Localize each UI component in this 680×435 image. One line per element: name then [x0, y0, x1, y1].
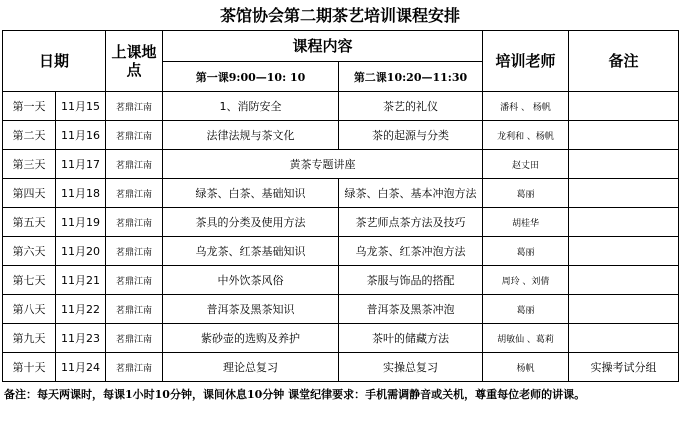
session2-cell: 普洱茶及黑茶冲泡 — [339, 295, 483, 324]
day-cell: 第一天 — [3, 92, 56, 121]
footer-note: 备注：每天两课时，每课1小时10分钟，课间休息10分钟 课堂纪律要求：手机需调静音或关机，尊重每位老师的讲课。 — [4, 388, 586, 401]
table-row — [3, 208, 679, 237]
remark-cell — [569, 92, 679, 121]
header-session1: 第一课9:00—10: 10 — [163, 62, 339, 92]
table-row — [3, 237, 679, 266]
teacher-cell: 葛丽 — [483, 237, 569, 266]
table-row — [3, 121, 679, 150]
session2-cell: 茶叶的储藏方法 — [339, 324, 483, 353]
remark-cell: 实操考试分组 — [569, 353, 679, 382]
combined-session-cell: 黄茶专题讲座 — [163, 150, 483, 179]
header-content: 课程内容 — [163, 31, 483, 62]
day-cell: 第十天 — [3, 353, 56, 382]
session1-cell: 紫砂壶的选购及养护 — [163, 324, 339, 353]
schedule-table — [2, 30, 679, 382]
date-cell: 11月15 — [56, 92, 106, 121]
location-cell: 茗鼎江南 — [106, 208, 163, 237]
remark-cell — [569, 295, 679, 324]
teacher-cell: 胡敏仙 、葛莉 — [483, 324, 569, 353]
date-cell: 11月17 — [56, 150, 106, 179]
session2-cell: 茶的起源与分类 — [339, 121, 483, 150]
location-cell: 茗鼎江南 — [106, 121, 163, 150]
teacher-cell: 周玲 、刘倩 — [483, 266, 569, 295]
session1-cell: 乌龙茶、红茶基础知识 — [163, 237, 339, 266]
location-cell: 茗鼎江南 — [106, 92, 163, 121]
session2-cell: 乌龙茶、红茶冲泡方法 — [339, 237, 483, 266]
remark-cell — [569, 179, 679, 208]
date-cell: 11月19 — [56, 208, 106, 237]
day-cell: 第五天 — [3, 208, 56, 237]
remark-cell — [569, 208, 679, 237]
teacher-cell: 葛丽 — [483, 179, 569, 208]
date-cell: 11月23 — [56, 324, 106, 353]
page-title: 茶馆协会第二期茶艺培训课程安排 — [219, 6, 460, 25]
date-cell: 11月24 — [56, 353, 106, 382]
header-location: 上课地点 — [106, 31, 163, 92]
header-teacher: 培训老师 — [483, 31, 569, 92]
remark-cell — [569, 237, 679, 266]
day-cell: 第八天 — [3, 295, 56, 324]
location-cell: 茗鼎江南 — [106, 179, 163, 208]
table-row — [3, 179, 679, 208]
day-cell: 第二天 — [3, 121, 56, 150]
session2-cell: 茶艺师点茶方法及技巧 — [339, 208, 483, 237]
location-cell: 茗鼎江南 — [106, 150, 163, 179]
teacher-cell: 潘科 、 杨帆 — [483, 92, 569, 121]
session1-cell: 理论总复习 — [163, 353, 339, 382]
day-cell: 第四天 — [3, 179, 56, 208]
teacher-cell: 赵丈田 — [483, 150, 569, 179]
location-cell: 茗鼎江南 — [106, 353, 163, 382]
teacher-cell: 杨帆 — [483, 353, 569, 382]
day-cell: 第三天 — [3, 150, 56, 179]
table-row — [3, 353, 679, 382]
session1-cell: 中外饮茶风俗 — [163, 266, 339, 295]
table-row — [3, 324, 679, 353]
session1-cell: 茶具的分类及使用方法 — [163, 208, 339, 237]
remark-cell — [569, 266, 679, 295]
header-remarks: 备注 — [569, 31, 679, 92]
session1-cell: 绿茶、白茶、基础知识 — [163, 179, 339, 208]
session2-cell: 绿茶、白茶、基本冲泡方法 — [339, 179, 483, 208]
session1-cell: 普洱茶及黑茶知识 — [163, 295, 339, 324]
day-cell: 第九天 — [3, 324, 56, 353]
table-row — [3, 92, 679, 121]
date-cell: 11月21 — [56, 266, 106, 295]
remark-cell — [569, 150, 679, 179]
location-cell: 茗鼎江南 — [106, 295, 163, 324]
date-cell: 11月16 — [56, 121, 106, 150]
session2-cell: 实操总复习 — [339, 353, 483, 382]
date-cell: 11月22 — [56, 295, 106, 324]
day-cell: 第六天 — [3, 237, 56, 266]
session1-cell: 1、消防安全 — [163, 92, 339, 121]
location-cell: 茗鼎江南 — [106, 324, 163, 353]
teacher-cell: 胡桂华 — [483, 208, 569, 237]
location-cell: 茗鼎江南 — [106, 266, 163, 295]
remark-cell — [569, 324, 679, 353]
session1-cell: 法律法规与茶文化 — [163, 121, 339, 150]
date-cell: 11月20 — [56, 237, 106, 266]
day-cell: 第七天 — [3, 266, 56, 295]
table-row — [3, 295, 679, 324]
header-session2: 第二课10:20—11:30 — [339, 62, 483, 92]
teacher-cell: 葛丽 — [483, 295, 569, 324]
session2-cell: 茶服与饰品的搭配 — [339, 266, 483, 295]
session2-cell: 茶艺的礼仪 — [339, 92, 483, 121]
date-cell: 11月18 — [56, 179, 106, 208]
header-date: 日期 — [3, 31, 106, 92]
location-cell: 茗鼎江南 — [106, 237, 163, 266]
teacher-cell: 龙利和 、杨帆 — [483, 121, 569, 150]
table-row — [3, 266, 679, 295]
remark-cell — [569, 121, 679, 150]
table-row — [3, 150, 679, 179]
